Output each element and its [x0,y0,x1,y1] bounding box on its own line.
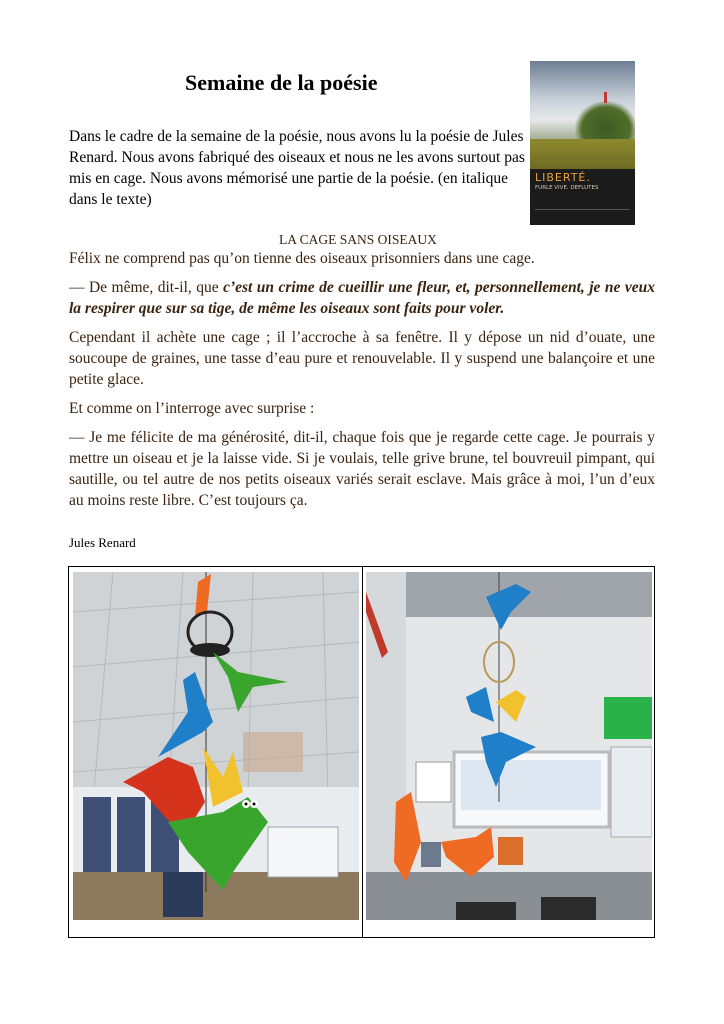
classroom-mobile-photo-left [73,572,359,920]
classroom-mobile-photo-right [366,572,652,920]
poster-field [530,139,635,169]
intro-paragraph: Dans le cadre de la semaine de la poésie, nous avons lu la poésie de Jules Renard. Nous avons fabriqué des oiseaux et nous ne les avons surtout pas mis en cage. Nous avons mémorisé une partie de la poésie. (en italique dans le texte) [69,128,525,208]
poem-memorized-italic: c’est un crime de cueillir une fleur, et, personnellement, je ne veux la respirer que sur sa tige, de même les oiseaux sont faits pour voler. [69,279,655,317]
poem-paragraph-1: Félix ne comprend pas qu’on tienne des oiseaux prisonniers dans une cage. [69,250,535,267]
poem-paragraph-3: Cependant il achète une cage ; il l’accroche à sa fenêtre. Il y dépose un nid d’ouate, une soucoupe de graines, une tasse d’eau pure et renouvelable. Il y suspend une balançoire et une petite glace. [69,329,655,388]
photo-table [68,566,655,938]
photo-divider [362,567,363,937]
author-signature: Jules Renard [69,535,136,550]
page-title: Semaine de la poésie [185,70,378,95]
poem-dialogue-start: — De même, dit-il, que [69,279,224,296]
poster-person [604,92,607,103]
liberte-poster-image [530,61,635,225]
poem-title: LA CAGE SANS OISEAUX [279,232,437,247]
poem-paragraph-4: Et comme on l’interroge avec surprise : [69,400,315,417]
poster-subtitle: FURLE VIVE. DEFLUTES [535,185,599,191]
poster-footer [535,209,630,220]
poster-title: LIBERTÉ. [535,171,591,184]
poem-paragraph-2 [69,277,655,319]
poem-body [69,248,655,519]
poem-paragraph-5: — Je me félicite de ma générosité, dit-il, chaque fois que je regarde cette cage. Je pourrais y mettre un oiseau et je la laisse vide. Si je voulais, telle grive brune, tel bouvreuil pimpant, qui sautille, ou tel autre de nos petits oiseaux variés serait esclave. Mais grâce à moi, l’un d’eux au moins reste libre. C’est toujours ça. [69,429,655,509]
